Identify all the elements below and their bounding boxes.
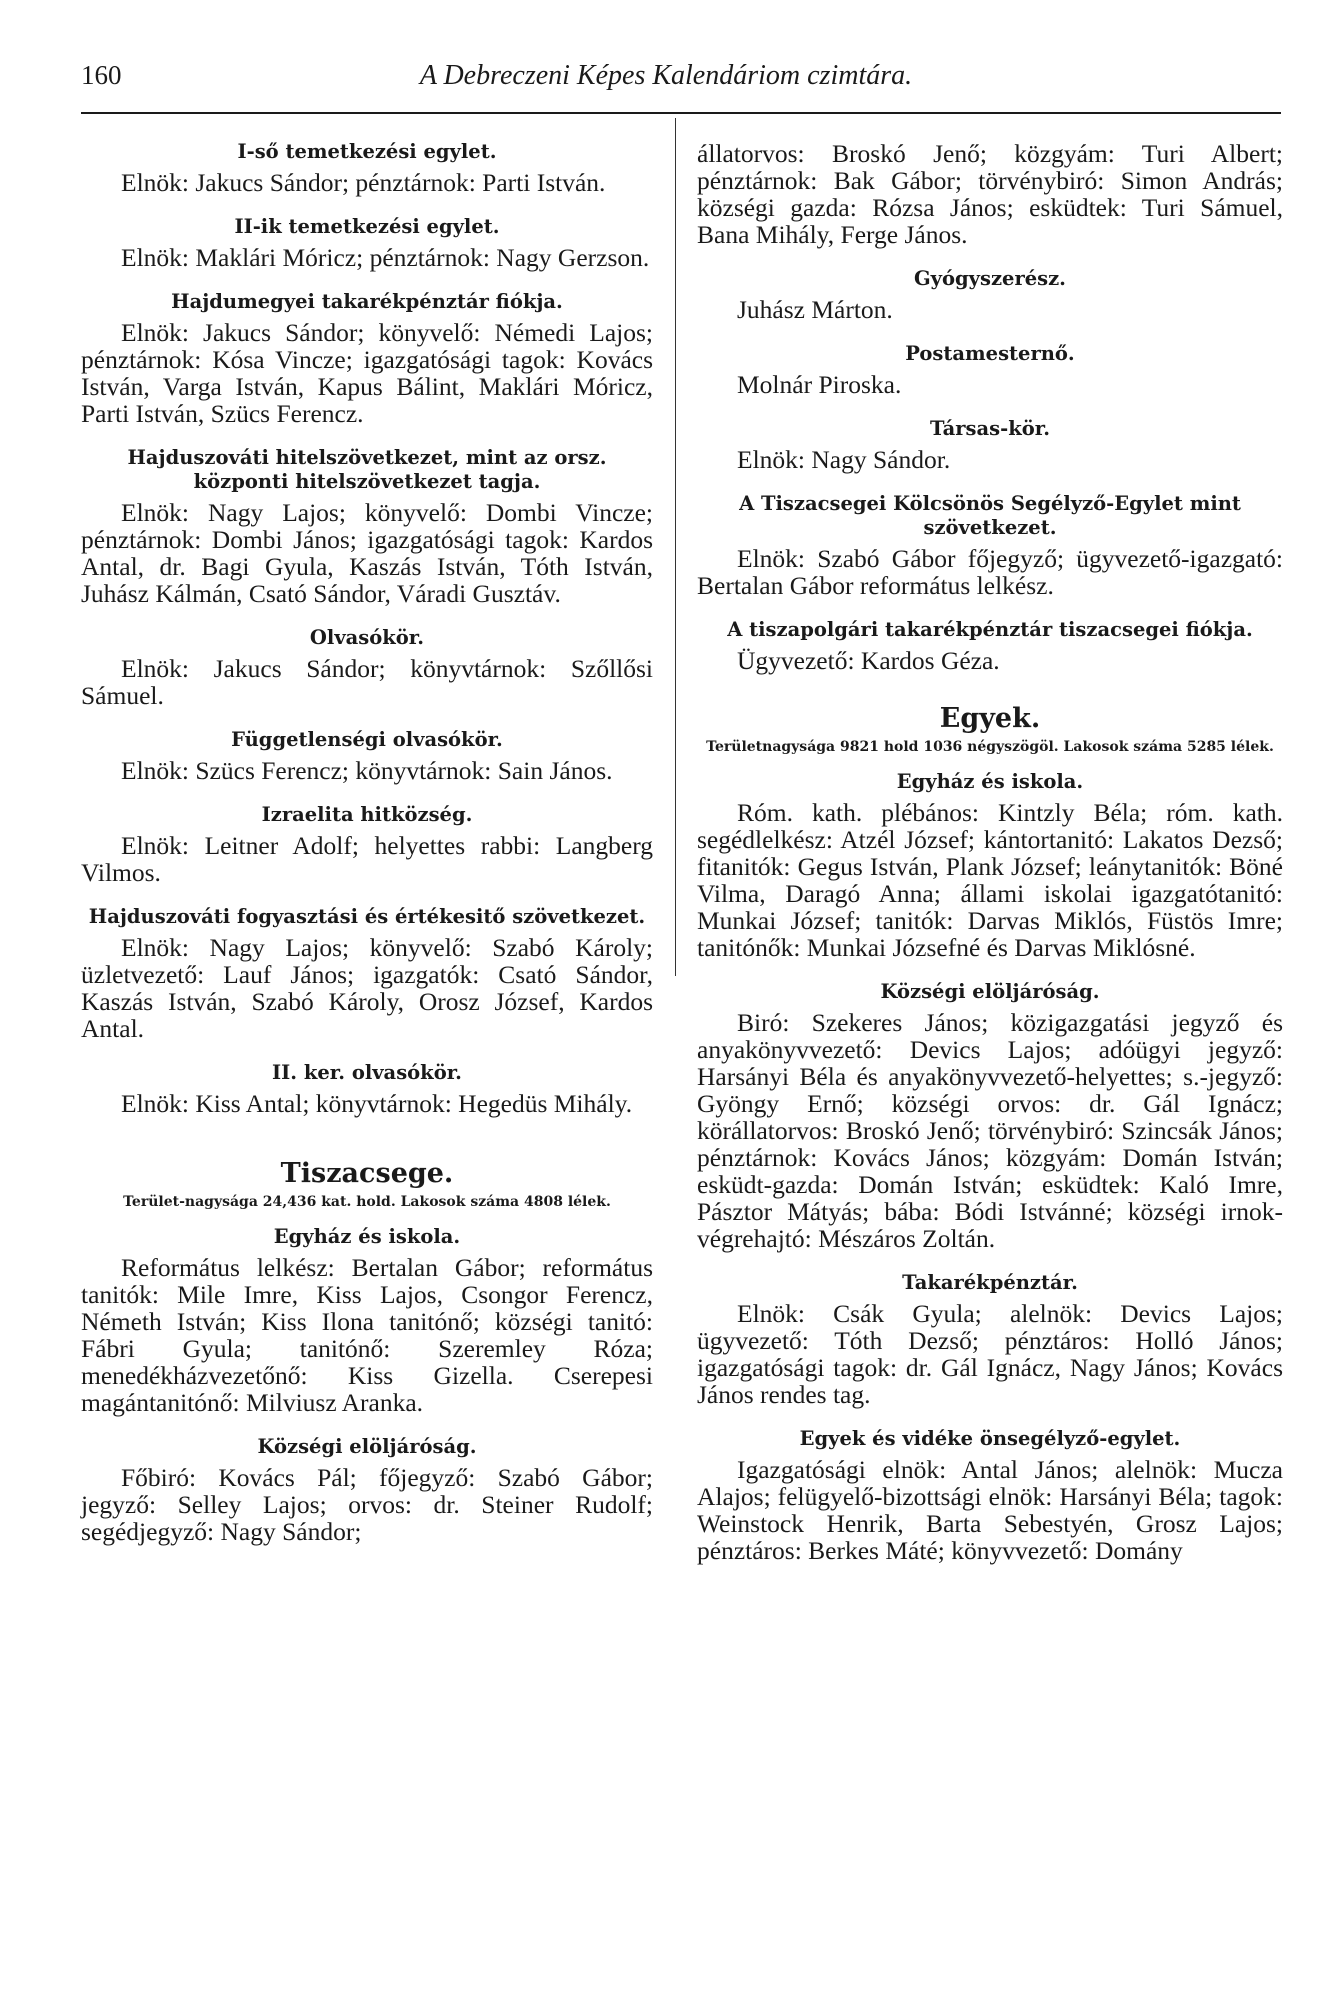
section-heading: Izraelita hitközség. xyxy=(261,803,473,826)
egyek-section-text: Biró: Szekeres János; közigazgatási jegyző és anyakönyvvezető: Devics Lajos; adóügyi jegyző: Harsányi Béla és anyakönyvvezető-helyettes; s.-jegyző: Gyöngy Ernő; községi orvos: dr. Gál Ignácz; körállatorvos: Broskó Jenő; törvénybiró: Szincsák János; pénztárnok: Kovács János; közgyám: Domán István; esküdt-gazda: Domán István; esküdtek: Kaló Imre, Pásztor Mátyás; bába: Bódi Istvánné; községi irnok-végrehajtó: Mészáros Zoltán. xyxy=(697,1008,1283,1253)
section-heading: Hajduszováti hitelszövetkezet, mint az orsz. központi hitelszövetkezet tagja. xyxy=(127,446,607,493)
egyek-title: Egyek. xyxy=(939,703,1041,734)
section-text: Elnök: Maklári Móricz; pénztárnok: Nagy Gerzson. xyxy=(121,243,650,272)
section-heading: Társas-kör. xyxy=(929,417,1051,440)
section-heading: Függetlenségi olvasókör. xyxy=(231,728,503,751)
section-heading: Postamesternő. xyxy=(905,342,1075,365)
egyek-section-text: Elnök: Csák Gyula; alelnök: Devics Lajos; ügyvezető: Tóth Dezső; pénztáros: Holló János; igazgatósági tagok: dr. Gál Ignácz, Nagy János; Kovács János rendes tag. xyxy=(697,1299,1283,1409)
section-text: Elnök: Szabó Gábor főjegyző; ügyvezető-igazgató: Bertalan Gábor református lelkész. xyxy=(697,544,1283,600)
section-text: Elnök: Kiss Antal; könyvtárnok: Hegedüs Mihály. xyxy=(121,1089,633,1118)
section-heading: I-ső temetkezési egylet. xyxy=(237,140,497,163)
section-heading: A tiszapolgári takarékpénztár tiszacsegei fiókja. xyxy=(727,618,1253,641)
section-text: Elnök: Jakucs Sándor; könyvtárnok: Szőllősi Sámuel. xyxy=(81,654,653,710)
column-divider xyxy=(675,118,676,976)
tiszacsege-section-text: Főbiró: Kovács Pál; főjegyző: Szabó Gábor; jegyző: Selley Lajos; orvos: dr. Steiner Rudolf; segédjegyző: Nagy Sándor; xyxy=(81,1463,653,1546)
egyek-section-text: Róm. kath. plébános: Kintzly Béla; róm. kath. segédlelkész: Atzél József; kántortanitó: Lakatos Dezső; fitanitók: Gegus István, Plank József; leánytanitók: Böné Vilma, Daragó Anna; állami iskolai igazgatótanitó: Munkai József; tanitók: Darvas Miklós, Füstös Imre; tanitónők: Munkai Józsefné és Darvas Miklósné. xyxy=(697,798,1283,962)
egyek-section-heading: Egyek és vidéke önsegélyző-egylet. xyxy=(799,1427,1181,1450)
section-heading: Hajdumegyei takarékpénztár fiókja. xyxy=(171,290,563,313)
left-column xyxy=(81,140,653,1564)
tiszacsege-sections xyxy=(81,1225,653,1545)
section-heading: II-ik temetkezési egylet. xyxy=(234,215,500,238)
section-text: Elnök: Leitner Adolf; helyettes rabbi: Langberg Vilmos. xyxy=(81,831,653,887)
tiszacsege-title: Tiszacsege. xyxy=(280,1158,454,1189)
right-sections xyxy=(697,140,1283,674)
tiszacsege-area: Terület-nagysága 24,436 kat. hold. Lakosok száma 4808 lélek. xyxy=(123,1194,611,1210)
section-heading: II. ker. olvasókör. xyxy=(272,1061,462,1084)
egyek-sections xyxy=(697,770,1283,1564)
egyek-section-text: Igazgatósági elnök: Antal János; alelnök: Mucza Alajos; felügyelő-bizottsági elnök: Harsányi Béla; tagok: Weinstock Henrik, Barta Sebestyén, Grosz Lajos; pénztáros: Berkes Máté; könyvvezető: Domány xyxy=(697,1455,1283,1565)
section-text: Molnár Piroska. xyxy=(737,370,902,399)
egyek-section-heading: Községi elöljáróság. xyxy=(880,980,1100,1003)
section-text: Elnök: Nagy Lajos; könyvelő: Dombi Vincze; pénztárnok: Dombi János; igazgatósági tagok: Kardos Antal, dr. Bagi Gyula, Kaszás István, Tóth István, Juhász Kálmán, Csató Sándor, Váradi Gusztáv. xyxy=(81,498,653,608)
section-text: Elnök: Jakucs Sándor; pénztárnok: Parti István. xyxy=(121,168,606,197)
page-header xyxy=(0,58,1332,102)
section-text: Ügyvezető: Kardos Géza. xyxy=(737,646,1000,675)
section-text: állatorvos: Broskó Jenő; közgyám: Turi Albert; pénztárnok: Bak Gábor; törvénybiró: Simon András; községi gazda: Rózsa János; esküdtek: Turi Sámuel, Bana Mihály, Ferge János. xyxy=(697,139,1283,249)
section-heading: Hajduszováti fogyasztási és értékesitő szövetkezet. xyxy=(88,905,646,928)
section-text: Elnök: Szücs Ferencz; könyvtárnok: Sain János. xyxy=(121,756,613,785)
section-text: Elnök: Nagy Sándor. xyxy=(737,445,951,474)
egyek-section-heading: Egyház és iskola. xyxy=(896,770,1084,793)
section-text: Juhász Márton. xyxy=(737,295,893,324)
left-sections xyxy=(81,140,653,1117)
right-column xyxy=(697,140,1283,1583)
tiszacsege-section-text: Református lelkész: Bertalan Gábor; református tanitók: Mile Imre, Kiss Lajos, Csongor Ferencz, Németh István; Kiss Ilona tanitónő; községi tanitó: Fábri Gyula; tanitónő: Szeremley Róza; menedékházvezetőnő: Kiss Gizella. Cserepesi magántanitónő: Milviusz Aranka. xyxy=(81,1253,653,1417)
running-title: A Debreczeni Képes Kalendáriom czimtára. xyxy=(419,60,913,91)
section-text: Elnök: Jakucs Sándor; könyvelő: Némedi Lajos; pénztárnok: Kósa Vincze; igazgatósági tagok: Kovács István, Varga István, Kapus Bálint, Maklári Móricz, Parti István, Szücs Ferencz. xyxy=(81,318,653,428)
tiszacsege-section-heading: Egyház és iskola. xyxy=(273,1225,461,1248)
egyek-section-heading: Takarékpénztár. xyxy=(902,1271,1078,1294)
header-rule xyxy=(81,112,1281,114)
tiszacsege-section-heading: Községi elöljáróság. xyxy=(257,1435,477,1458)
section-heading: A Tiszacsegei Kölcsönös Segélyző-Egylet mint szövetkezet. xyxy=(739,492,1241,539)
section-text: Elnök: Nagy Lajos; könyvelő: Szabó Károly; üzletvezető: Lauf János; igazgatók: Csató Sándor, Kaszás István, Szabó Károly, Orosz József, Kardos Antal. xyxy=(81,933,653,1043)
section-heading: Olvasókör. xyxy=(309,626,425,649)
egyek-area: Területnagysága 9821 hold 1036 négyszögöl. Lakosok száma 5285 lélek. xyxy=(706,739,1274,755)
section-heading: Gyógyszerész. xyxy=(914,267,1066,290)
page-number: 160 xyxy=(81,60,122,90)
